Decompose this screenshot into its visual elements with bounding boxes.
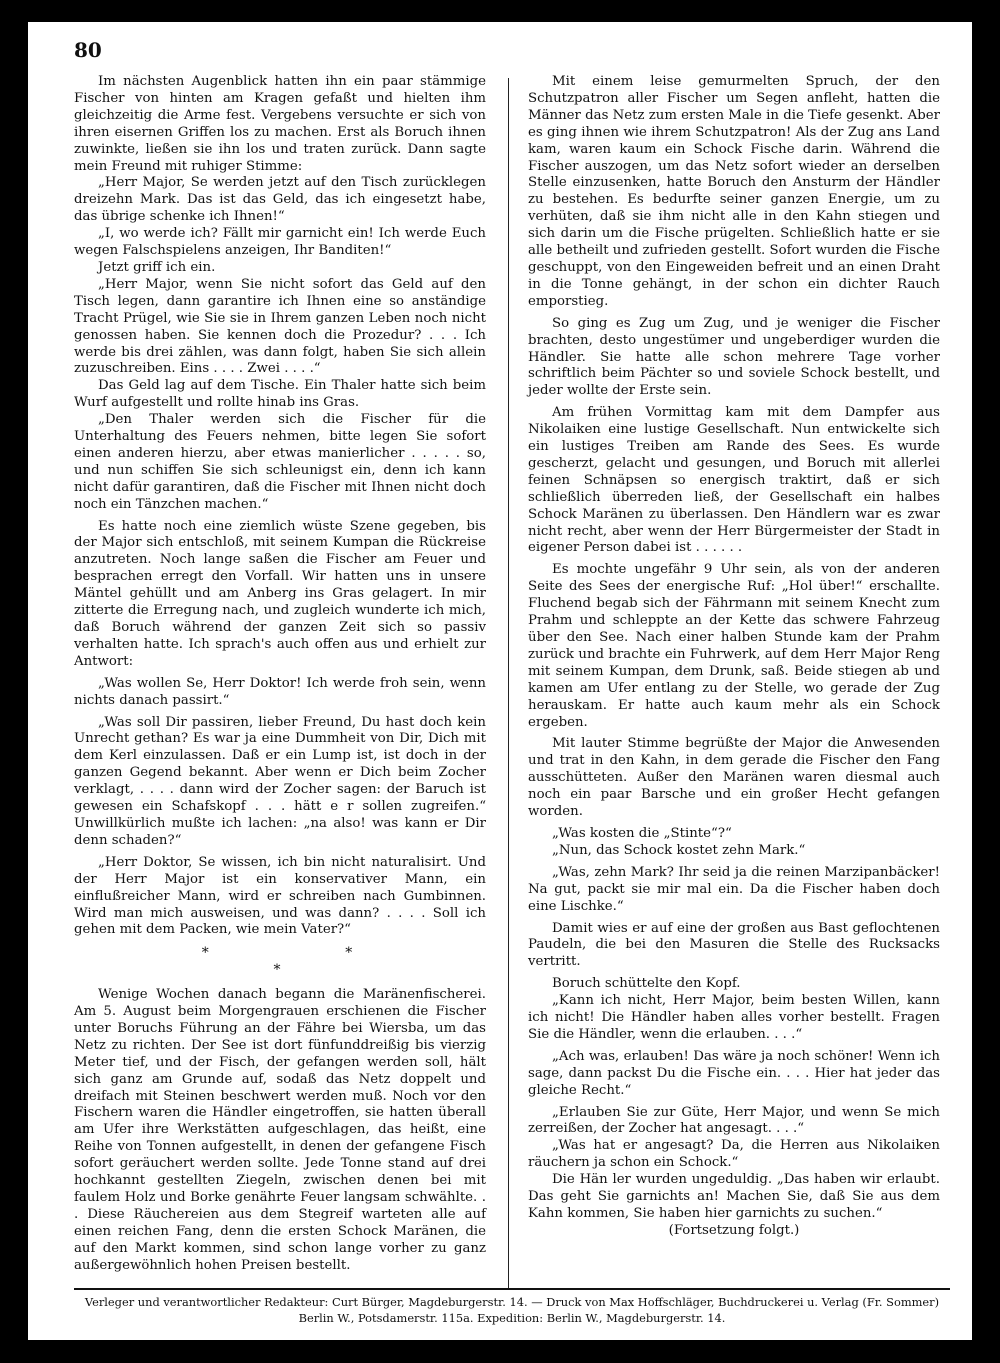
newspaper-page: [28, 22, 972, 1340]
paragraph: „Was soll Dir passiren, lieber Freund, Du hast doch kein Unrecht gethan? Es war ja eine Dummheit von Dir, Dich mit dem Kerl einzulassen. Daß er ein Lump ist, ist doch in der ganzen Gegend bekannt. Aber wenn er Dich beim Zocher verklagt, . . . . dann wird der Zocher sagen: der Baruch ist gewesen ein Schafskopf . . . hätt e r sollen zugreifen.“ Unwillkürlich mußte ich lachen: „na also! was kann er Dir denn schaden?“: [74, 714, 486, 848]
paragraph: Die Hän ler wurden ungeduldig. „Das haben wir erlaubt. Das geht Sie garnichts an! Machen Sie, daß Sie aus dem Kahn kommen, Sie haben hier garnichts zu suchen.“: [528, 1172, 940, 1221]
paragraph: Es hatte noch eine ziemlich wüste Szene gegeben, bis der Major sich entschloß, mit seinem Kumpan die Rückreise anzutreten. Noch lange saßen die Fischer am Feuer und besprachen erregt den Vorfall. Wir hatten uns in unsere Mäntel gehüllt und am Anberg ins Gras gelagert. In mir zitterte die Erregung nach, und zugleich wunderte ich mich, daß Boruch während der ganzen Zeit sich so passiv verhalten hatte. Ich sprach's auch offen aus und erhielt zur Antwort:: [74, 518, 486, 669]
left-column: [74, 74, 486, 1275]
paragraph: So ging es Zug um Zug, und je weniger die Fischer brachten, desto ungestümer und ungeberdiger wurden die Händler. Sie hatte alle schon mehrere Tage vorher schriftlich beim Pächter so und soviele Schock bestellt, und jeder wollte der Erste sein.: [528, 315, 940, 399]
paragraph: Das Geld lag auf dem Tische. Ein Thaler hatte sich beim Wurf aufgestellt und rollte hinab ins Gras.: [74, 378, 486, 411]
paragraph: Mit einem leise gemurmelten Spruch, der den Schutzpatron aller Fischer um Segen anfleht, hatten die Männer das Netz zum ersten Male in die Tiefe gesenkt. Aber es ging ihnen wie ihrem Schutzpatron! Als der Zug ans Land kam, waren kaum ein Schock Fische darin. Während die Fischer auszogen, um das Netz sofort wieder an derselben Stelle einzusenken, hatte Boruch den Ansturm der Händler zu bestehen. Es bedurfte seiner ganzen Energie, um zu verhüten, daß sie ihm nicht alle in den Kahn stiegen und sich darin um die Fische prügelten. Schließlich hatte er sie alle betheilt und zufrieden gestellt. Sofort wurden die Fische geschuppt, von den Eingeweiden befreit und an einen Draht in die Tonne gehängt, in der schon ein dichter Rauch emporstieg.: [528, 74, 940, 309]
paragraph: „Ach was, erlauben! Das wäre ja noch schöner! Wenn ich sage, dann packst Du die Fische ein. . . . Hier hat jeder das gleiche Recht.“: [528, 1048, 940, 1098]
imprint: [74, 1294, 950, 1326]
continuation-note: (Fortsetzung folgt.): [668, 1222, 800, 1238]
paragraph: Boruch schüttelte den Kopf.: [552, 976, 741, 992]
paragraph: Jetzt griff ich ein.: [98, 259, 216, 275]
paragraph: „Den Thaler werden sich die Fischer für die Unterhaltung des Feuers nehmen, bitte legen Sie sofort einen anderen hierzu, aber etwas manierlicher . . . . . so, und nun schiffen Sie sich schleunigst ein, denn ich kann nicht dafür garantiren, daß die Fischer mit Ihnen nicht doch noch ein Tänzchen machen.“: [74, 412, 486, 512]
imprint-line: Verleger und verantwortlicher Redakteur: Curt Bürger, Magdeburgerstr. 14. — Druck von Max Hoffschläger, Buchdruckerei u. Verlag (Fr. Sommer): [84, 1295, 940, 1309]
paragraph: „Herr Major, wenn Sie nicht sofort das Geld auf den Tisch legen, dann garantire ich Ihnen eine so anständige Tracht Prügel, wie Sie sie in Ihrem ganzen Leben noch nicht genossen haben. Sie kennen doch die Prozedur? . . . Ich werde bis drei zählen, was dann folgt, haben Sie sich allein zuzuschreiben. Eins . . . . Zwei . . . .“: [74, 276, 486, 377]
paragraph: „Nun, das Schock kostet zehn Mark.“: [552, 842, 806, 858]
paragraph: „I, wo werde ich? Fällt mir garnicht ein! Ich werde Euch wegen Falschspielens anzeigen, Ihr Banditen!“: [74, 226, 486, 259]
paragraph: Am frühen Vormittag kam mit dem Dampfer aus Nikolaiken eine lustige Gesellschaft. Nun entwickelte sich ein lustiges Treiben am Rande des Sees. Es wurde gescherzt, gelacht und gesungen, und Boruch mit allerlei feinen Schnäpsen so energisch traktirt, daß er sich schließlich überreden ließ, der Gesellschaft ein halbes Schock Maränen zu überlassen. Den Händlern war es zwar nicht recht, aber wenn der Herr Bürgermeister der Stadt in eigener Person dabei ist . . . . . .: [528, 405, 940, 556]
paragraph: „Erlauben Sie zur Güte, Herr Major, und wenn Se mich zerreißen, der Zocher hat angesagt. . . .“: [528, 1104, 940, 1137]
paragraph: „Was wollen Se, Herr Doktor! Ich werde froh sein, wenn nichts danach passirt.“: [74, 675, 486, 708]
paragraph: Damit wies er auf eine der großen aus Bast geflochtenen Paudeln, die bei den Masuren die Stelle des Rucksacks vertritt.: [528, 920, 940, 970]
section-break: * * *: [201, 945, 419, 979]
column-divider: [508, 78, 509, 1288]
paragraph: „Was hat er angesagt? Da, die Herren aus Nikolaiken räuchern ja schon ein Schock.“: [528, 1138, 940, 1171]
paragraph: „Kann ich nicht, Herr Major, beim besten Willen, kann ich nicht! Die Händler haben alles vorher bestellt. Fragen Sie die Händler, wenn die erlauben. . . .“: [528, 993, 940, 1042]
paragraph: Im nächsten Augenblick hatten ihn ein paar stämmige Fischer von hinten am Kragen gefaßt und hielten ihm gleichzeitig die Arme fest. Vergebens versuchte er sich von ihren eisernen Griffen los zu machen. Erst als Boruch ihnen zuwinkte, ließen sie ihn los und traten zurück. Dann sagte mein Freund mit ruhiger Stimme:: [74, 74, 486, 174]
paragraph: „Was, zehn Mark? Ihr seid ja die reinen Marzipanbäcker! Na gut, packt sie mir mal ein. Da die Fischer haben doch eine Lischke.“: [528, 864, 940, 914]
paragraph: „Was kosten die „Stinte“?“: [552, 825, 732, 841]
footer-rule: [74, 1288, 950, 1290]
page-number: 80: [74, 38, 102, 62]
paragraph: „Herr Doktor, Se wissen, ich bin nicht naturalisirt. Und der Herr Major ist ein konservativer Mann, ein einflußreicher Mann, wird er schreiben nach Gumbinnen. Wird man mich ausweisen, und was dann? . . . . Soll ich gehen mit dem Packen, wie mein Vater?“: [74, 854, 486, 938]
paragraph: „Herr Major, Se werden jetzt auf den Tisch zurücklegen dreizehn Mark. Das ist das Geld, das ich eingesetzt habe, das übrige schenke ich Ihnen!“: [74, 175, 486, 225]
right-column: [528, 74, 940, 1240]
paragraph: Es mochte ungefähr 9 Uhr sein, als von der anderen Seite des Sees der energische Ruf: „Hol über!“ erschallte. Fluchend begab sich der Fährmann mit seinem Knecht zum Prahm und schleppte an der Kette das schwere Fahrzeug über den See. Nach einer halben Stunde kam der Prahm zurück und brachte ein Fuhrwerk, auf dem Herr Major Reng mit seinem Kumpan, dem Drunk, saß. Beide stiegen ab und kamen am Ufer entlang zu der Stelle, wo gerade der Zug herauskam. Er hatte auch kaum mehr als ein Schock ergeben.: [528, 562, 940, 730]
paragraph: Mit lauter Stimme begrüßte der Major die Anwesenden und trat in den Kahn, in dem gerade die Fischer den Fang ausschütteten. Außer den Maränen waren diesmal auch noch ein paar Barsche und ein großer Hecht gefangen worden.: [528, 736, 940, 820]
imprint-line: Berlin W., Potsdamerstr. 115a. Expedition: Berlin W., Magdeburgerstr. 14.: [298, 1311, 726, 1325]
paragraph: Wenige Wochen danach begann die Maränenfischerei. Am 5. August beim Morgengrauen erschienen die Fischer unter Boruchs Führung an der Fähre bei Wiersba, um das Netz zu richten. Der See ist dort fünfunddreißig bis vierzig Meter tief, und der Fisch, der gefangen werden soll, hält sich ganz am Grunde auf, sodaß das Netz doppelt und dreifach mit Steinen beschwert werden muß. Noch vor den Fischern waren die Händler eingetroffen, sie hatten überall am Ufer ihre Werkstätten aufgeschlagen, das heißt, eine Reihe von Tonnen aufgestellt, in denen der gefangene Fisch sofort geräuchert werden sollte. Jede Tonne stand auf drei hochkannt gestellten Ziegeln, zwischen denen bei mit faulem Holz und Borke genährte Feuer langsam schwählte. . . Diese Räuchereien aus dem Stegreif warteten alle auf einen reichen Fang, denn die ersten Schock Maränen, die auf den Markt kommen, sind schon lange vorher zu ganz außergewöhnlich hohen Preisen bestellt.: [74, 987, 486, 1273]
